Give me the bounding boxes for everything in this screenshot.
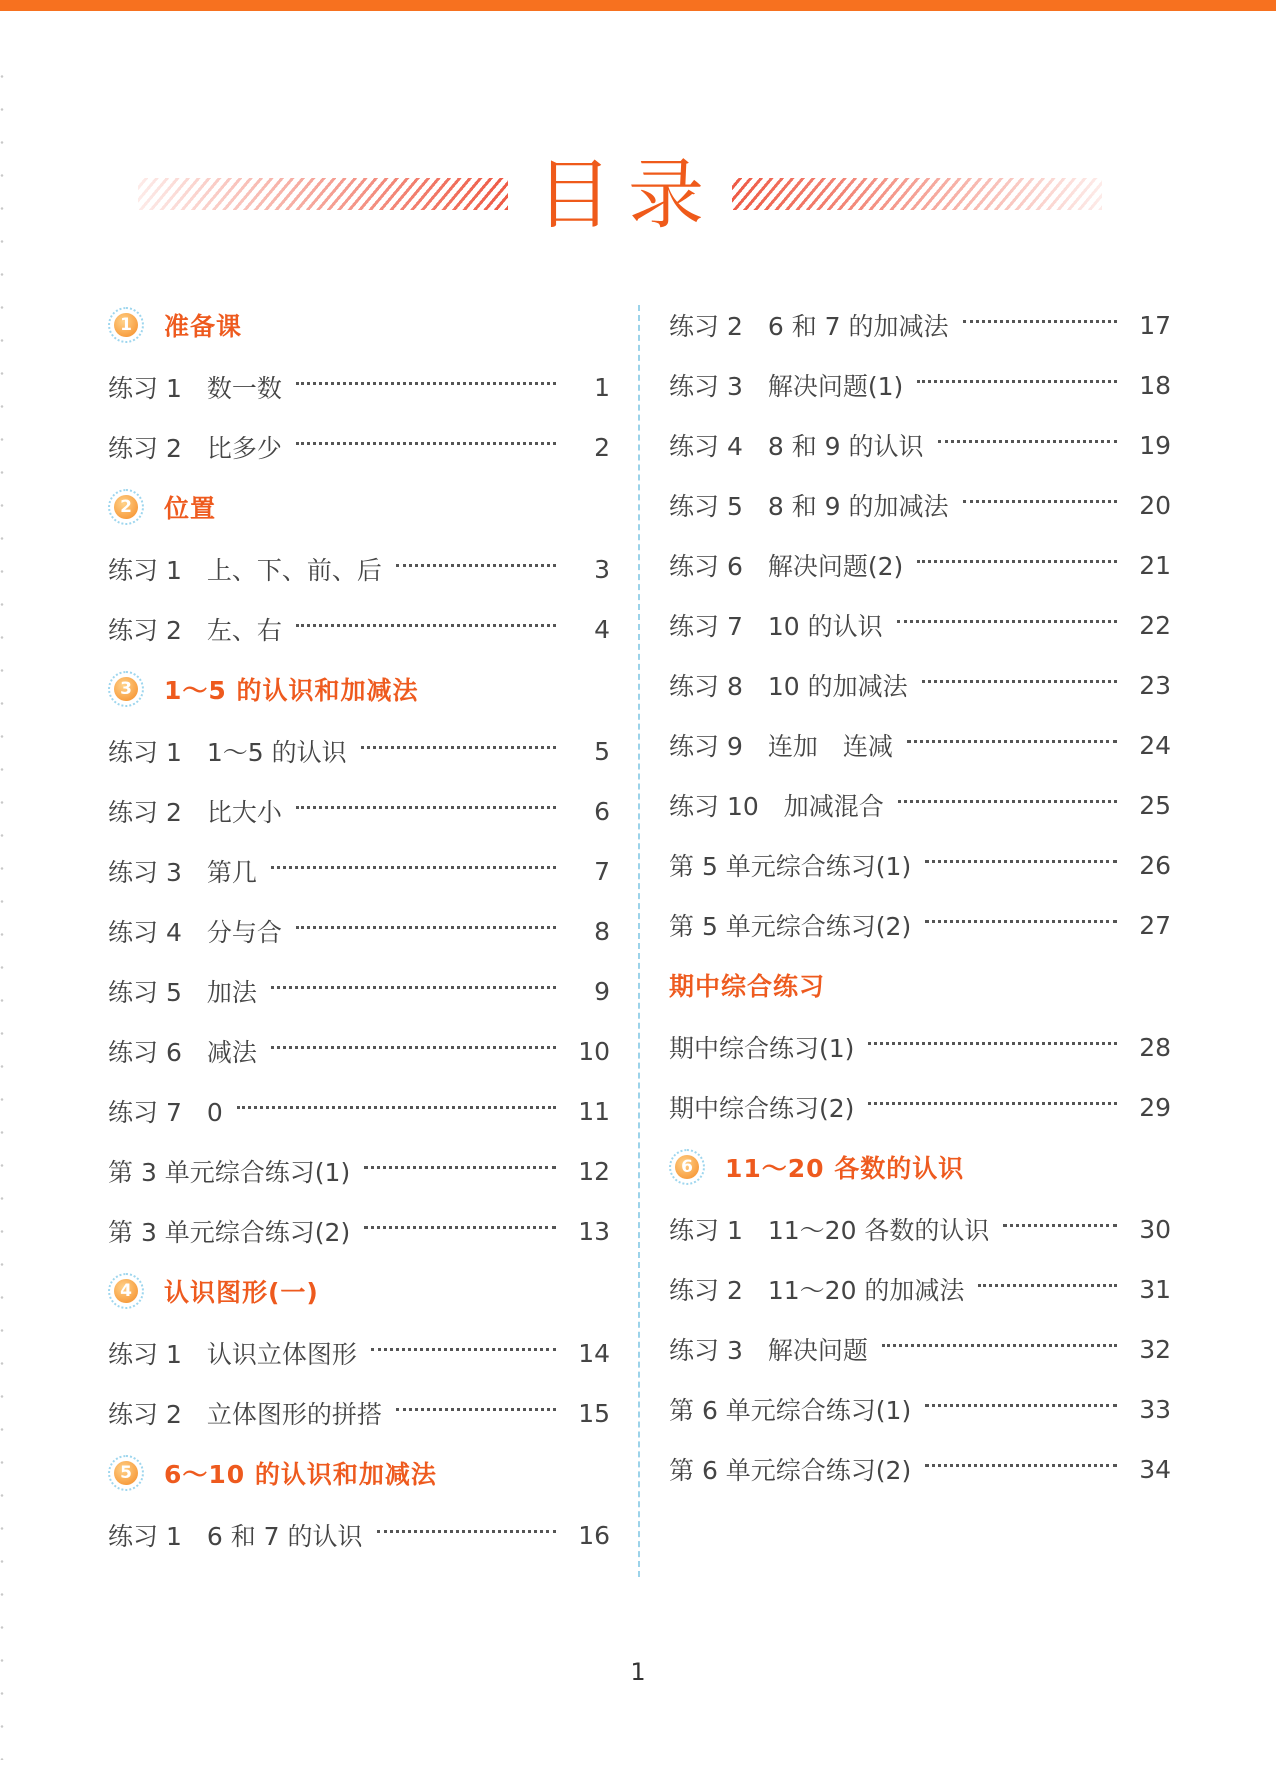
dot-leader <box>938 440 1117 443</box>
section-title: 位置 <box>164 494 217 523</box>
toc-entry[interactable] <box>108 781 610 841</box>
dot-leader <box>868 1102 1117 1105</box>
toc-entry[interactable] <box>108 539 610 599</box>
entry-label: 第 3 单元综合练习(2) <box>108 1218 351 1247</box>
dot-leader <box>296 442 556 445</box>
entry-page-number: 26 <box>1139 850 1171 880</box>
entry-page-number: 7 <box>594 856 610 886</box>
top-accent-bar <box>0 0 1276 11</box>
entry-page-number: 13 <box>578 1216 610 1246</box>
entry-label: 练习 1 11～20 各数的认识 <box>669 1216 990 1245</box>
entry-label: 练习 10 加减混合 <box>669 792 884 821</box>
entry-page-number: 4 <box>594 614 610 644</box>
dot-leader <box>963 500 1117 503</box>
dot-leader <box>364 1226 556 1229</box>
page-number: 1 <box>630 1658 646 1686</box>
entry-page-number: 12 <box>578 1156 610 1186</box>
entry-page-number: 15 <box>578 1398 610 1428</box>
toc-entry[interactable] <box>669 1259 1171 1319</box>
dot-leader <box>925 1404 1117 1407</box>
dot-leader <box>396 564 556 567</box>
toc-entry[interactable] <box>108 599 610 659</box>
unit-number: 2 <box>114 495 138 519</box>
entry-label: 第 6 单元综合练习(2) <box>669 1456 912 1485</box>
entry-page-number: 11 <box>578 1096 610 1126</box>
dot-leader <box>925 920 1117 923</box>
entry-page-number: 31 <box>1139 1274 1171 1304</box>
toc-entry[interactable] <box>108 1141 610 1201</box>
margin-dots <box>0 60 4 1760</box>
unit-number: 4 <box>114 1279 138 1303</box>
entry-label: 第 6 单元综合练习(1) <box>669 1396 912 1425</box>
column-divider <box>638 305 640 1577</box>
page-title: 目录 <box>536 150 720 239</box>
section-title: 期中综合练习 <box>669 972 826 1001</box>
toc-entry[interactable] <box>669 535 1171 595</box>
toc-entry[interactable] <box>669 1439 1171 1499</box>
toc-entry[interactable] <box>669 895 1171 955</box>
toc-entry[interactable] <box>669 655 1171 715</box>
entry-page-number: 28 <box>1139 1032 1171 1062</box>
toc-entry[interactable] <box>669 715 1171 775</box>
dot-leader <box>1003 1224 1117 1227</box>
entry-label: 练习 6 解决问题(2) <box>669 552 904 581</box>
entry-page-number: 10 <box>578 1036 610 1066</box>
entry-label: 期中综合练习(1) <box>669 1034 855 1063</box>
entry-label: 练习 1 认识立体图形 <box>108 1340 357 1369</box>
section-heading <box>108 293 610 357</box>
toc-entry[interactable] <box>108 1323 610 1383</box>
entry-page-number: 2 <box>594 432 610 462</box>
unit-badge <box>108 1455 144 1491</box>
entry-label: 练习 2 立体图形的拼搭 <box>108 1400 382 1429</box>
toc-entry[interactable] <box>669 1199 1171 1259</box>
entry-label: 练习 3 解决问题(1) <box>669 372 904 401</box>
unit-number: 3 <box>114 677 138 701</box>
toc-entry[interactable] <box>669 1379 1171 1439</box>
dot-leader <box>907 740 1117 743</box>
entry-label: 练习 3 解决问题 <box>669 1336 868 1365</box>
entry-page-number: 1 <box>594 372 610 402</box>
toc-entry[interactable] <box>108 961 610 1021</box>
entry-label: 练习 6 减法 <box>108 1038 257 1067</box>
entry-page-number: 27 <box>1139 910 1171 940</box>
entry-label: 练习 1 上、下、前、后 <box>108 556 382 585</box>
entry-label: 练习 1 1～5 的认识 <box>108 738 347 767</box>
toc-entry[interactable] <box>108 721 610 781</box>
section-heading <box>669 953 1171 1017</box>
entry-label: 期中综合练习(2) <box>669 1094 855 1123</box>
entry-label: 练习 4 8 和 9 的认识 <box>669 432 924 461</box>
dot-leader <box>377 1530 556 1533</box>
entry-label: 练习 8 10 的加减法 <box>669 672 908 701</box>
unit-badge <box>108 307 144 343</box>
toc-entry[interactable] <box>669 1077 1171 1137</box>
dot-leader <box>396 1408 556 1411</box>
toc-entry[interactable] <box>108 1505 610 1565</box>
toc-entry[interactable] <box>108 1021 610 1081</box>
section-title: 准备课 <box>164 312 243 341</box>
entry-page-number: 5 <box>594 736 610 766</box>
entry-page-number: 21 <box>1139 550 1171 580</box>
unit-number: 1 <box>114 313 138 337</box>
dot-leader <box>271 1046 556 1049</box>
section-title: 6～10 的认识和加减法 <box>164 1460 437 1489</box>
entry-page-number: 29 <box>1139 1092 1171 1122</box>
section-heading <box>108 1441 610 1505</box>
entry-page-number: 14 <box>578 1338 610 1368</box>
entry-label: 练习 2 6 和 7 的加减法 <box>669 312 949 341</box>
entry-page-number: 34 <box>1139 1454 1171 1484</box>
entry-label: 练习 5 8 和 9 的加减法 <box>669 492 949 521</box>
dot-leader <box>296 926 556 929</box>
dot-leader <box>917 380 1117 383</box>
toc-entry[interactable] <box>108 1081 610 1141</box>
toc-entry[interactable] <box>108 841 610 901</box>
entry-page-number: 16 <box>578 1520 610 1550</box>
toc-entry[interactable] <box>669 595 1171 655</box>
entry-label: 练习 2 11～20 的加减法 <box>669 1276 965 1305</box>
entry-label: 第 5 单元综合练习(2) <box>669 912 912 941</box>
title-banner <box>0 140 1276 250</box>
dot-leader <box>296 624 556 627</box>
toc-entry[interactable] <box>669 475 1171 535</box>
dot-leader <box>917 560 1117 563</box>
entry-page-number: 3 <box>594 554 610 584</box>
dot-leader <box>882 1344 1117 1347</box>
unit-badge <box>108 1273 144 1309</box>
toc-entry[interactable] <box>669 835 1171 895</box>
entry-label: 练习 7 0 <box>108 1098 223 1127</box>
section-heading <box>108 657 610 721</box>
entry-page-number: 19 <box>1139 430 1171 460</box>
unit-badge <box>108 489 144 525</box>
toc-left-column <box>108 295 610 1565</box>
section-title: 1～5 的认识和加减法 <box>164 676 419 705</box>
dot-leader <box>925 860 1117 863</box>
toc-right-column <box>669 295 1171 1499</box>
entry-page-number: 9 <box>594 976 610 1006</box>
entry-label: 练习 2 比多少 <box>108 434 282 463</box>
unit-badge <box>108 671 144 707</box>
toc-entry[interactable] <box>108 357 610 417</box>
entry-label: 练习 4 分与合 <box>108 918 282 947</box>
toc-entry[interactable] <box>669 775 1171 835</box>
entry-page-number: 33 <box>1139 1394 1171 1424</box>
dot-leader <box>371 1348 556 1351</box>
entry-label: 练习 7 10 的认识 <box>669 612 883 641</box>
dot-leader <box>361 746 556 749</box>
entry-page-number: 32 <box>1139 1334 1171 1364</box>
entry-page-number: 23 <box>1139 670 1171 700</box>
entry-label: 练习 5 加法 <box>108 978 257 1007</box>
entry-page-number: 6 <box>594 796 610 826</box>
dot-leader <box>925 1464 1117 1467</box>
dot-leader <box>364 1166 556 1169</box>
dot-leader <box>271 866 556 869</box>
dot-leader <box>271 986 556 989</box>
entry-page-number: 24 <box>1139 730 1171 760</box>
dot-leader <box>898 800 1117 803</box>
entry-label: 练习 1 数一数 <box>108 374 282 403</box>
entry-page-number: 8 <box>594 916 610 946</box>
title-stripe-right <box>732 178 1102 210</box>
title-stripe-left <box>138 178 508 210</box>
dot-leader <box>978 1284 1117 1287</box>
toc-entry[interactable] <box>108 901 610 961</box>
section-heading <box>669 1135 1171 1199</box>
toc-entry[interactable] <box>669 1017 1171 1077</box>
toc-entry[interactable] <box>669 415 1171 475</box>
entry-page-number: 22 <box>1139 610 1171 640</box>
toc-entry[interactable] <box>669 295 1171 355</box>
entry-label: 练习 3 第几 <box>108 858 257 887</box>
section-title: 认识图形(一) <box>164 1278 319 1307</box>
entry-label: 练习 2 比大小 <box>108 798 282 827</box>
dot-leader <box>296 806 556 809</box>
entry-label: 第 3 单元综合练习(1) <box>108 1158 351 1187</box>
toc-entry[interactable] <box>108 417 610 477</box>
dot-leader <box>963 320 1117 323</box>
entry-label: 第 5 单元综合练习(1) <box>669 852 912 881</box>
unit-number: 5 <box>114 1461 138 1485</box>
toc-entry[interactable] <box>669 355 1171 415</box>
entry-page-number: 25 <box>1139 790 1171 820</box>
entry-page-number: 17 <box>1139 310 1171 340</box>
unit-number: 6 <box>675 1155 699 1179</box>
dot-leader <box>296 382 556 385</box>
toc-entry[interactable] <box>669 1319 1171 1379</box>
entry-label: 练习 2 左、右 <box>108 616 282 645</box>
entry-label: 练习 9 连加 连减 <box>669 732 893 761</box>
unit-badge <box>669 1149 705 1185</box>
toc-entry[interactable] <box>108 1201 610 1261</box>
entry-label: 练习 1 6 和 7 的认识 <box>108 1522 363 1551</box>
toc-entry[interactable] <box>108 1383 610 1443</box>
section-title: 11～20 各数的认识 <box>725 1154 965 1183</box>
dot-leader <box>237 1106 556 1109</box>
entry-page-number: 30 <box>1139 1214 1171 1244</box>
entry-page-number: 18 <box>1139 370 1171 400</box>
entry-page-number: 20 <box>1139 490 1171 520</box>
dot-leader <box>897 620 1117 623</box>
dot-leader <box>868 1042 1117 1045</box>
section-heading <box>108 475 610 539</box>
dot-leader <box>922 680 1117 683</box>
section-heading <box>108 1259 610 1323</box>
